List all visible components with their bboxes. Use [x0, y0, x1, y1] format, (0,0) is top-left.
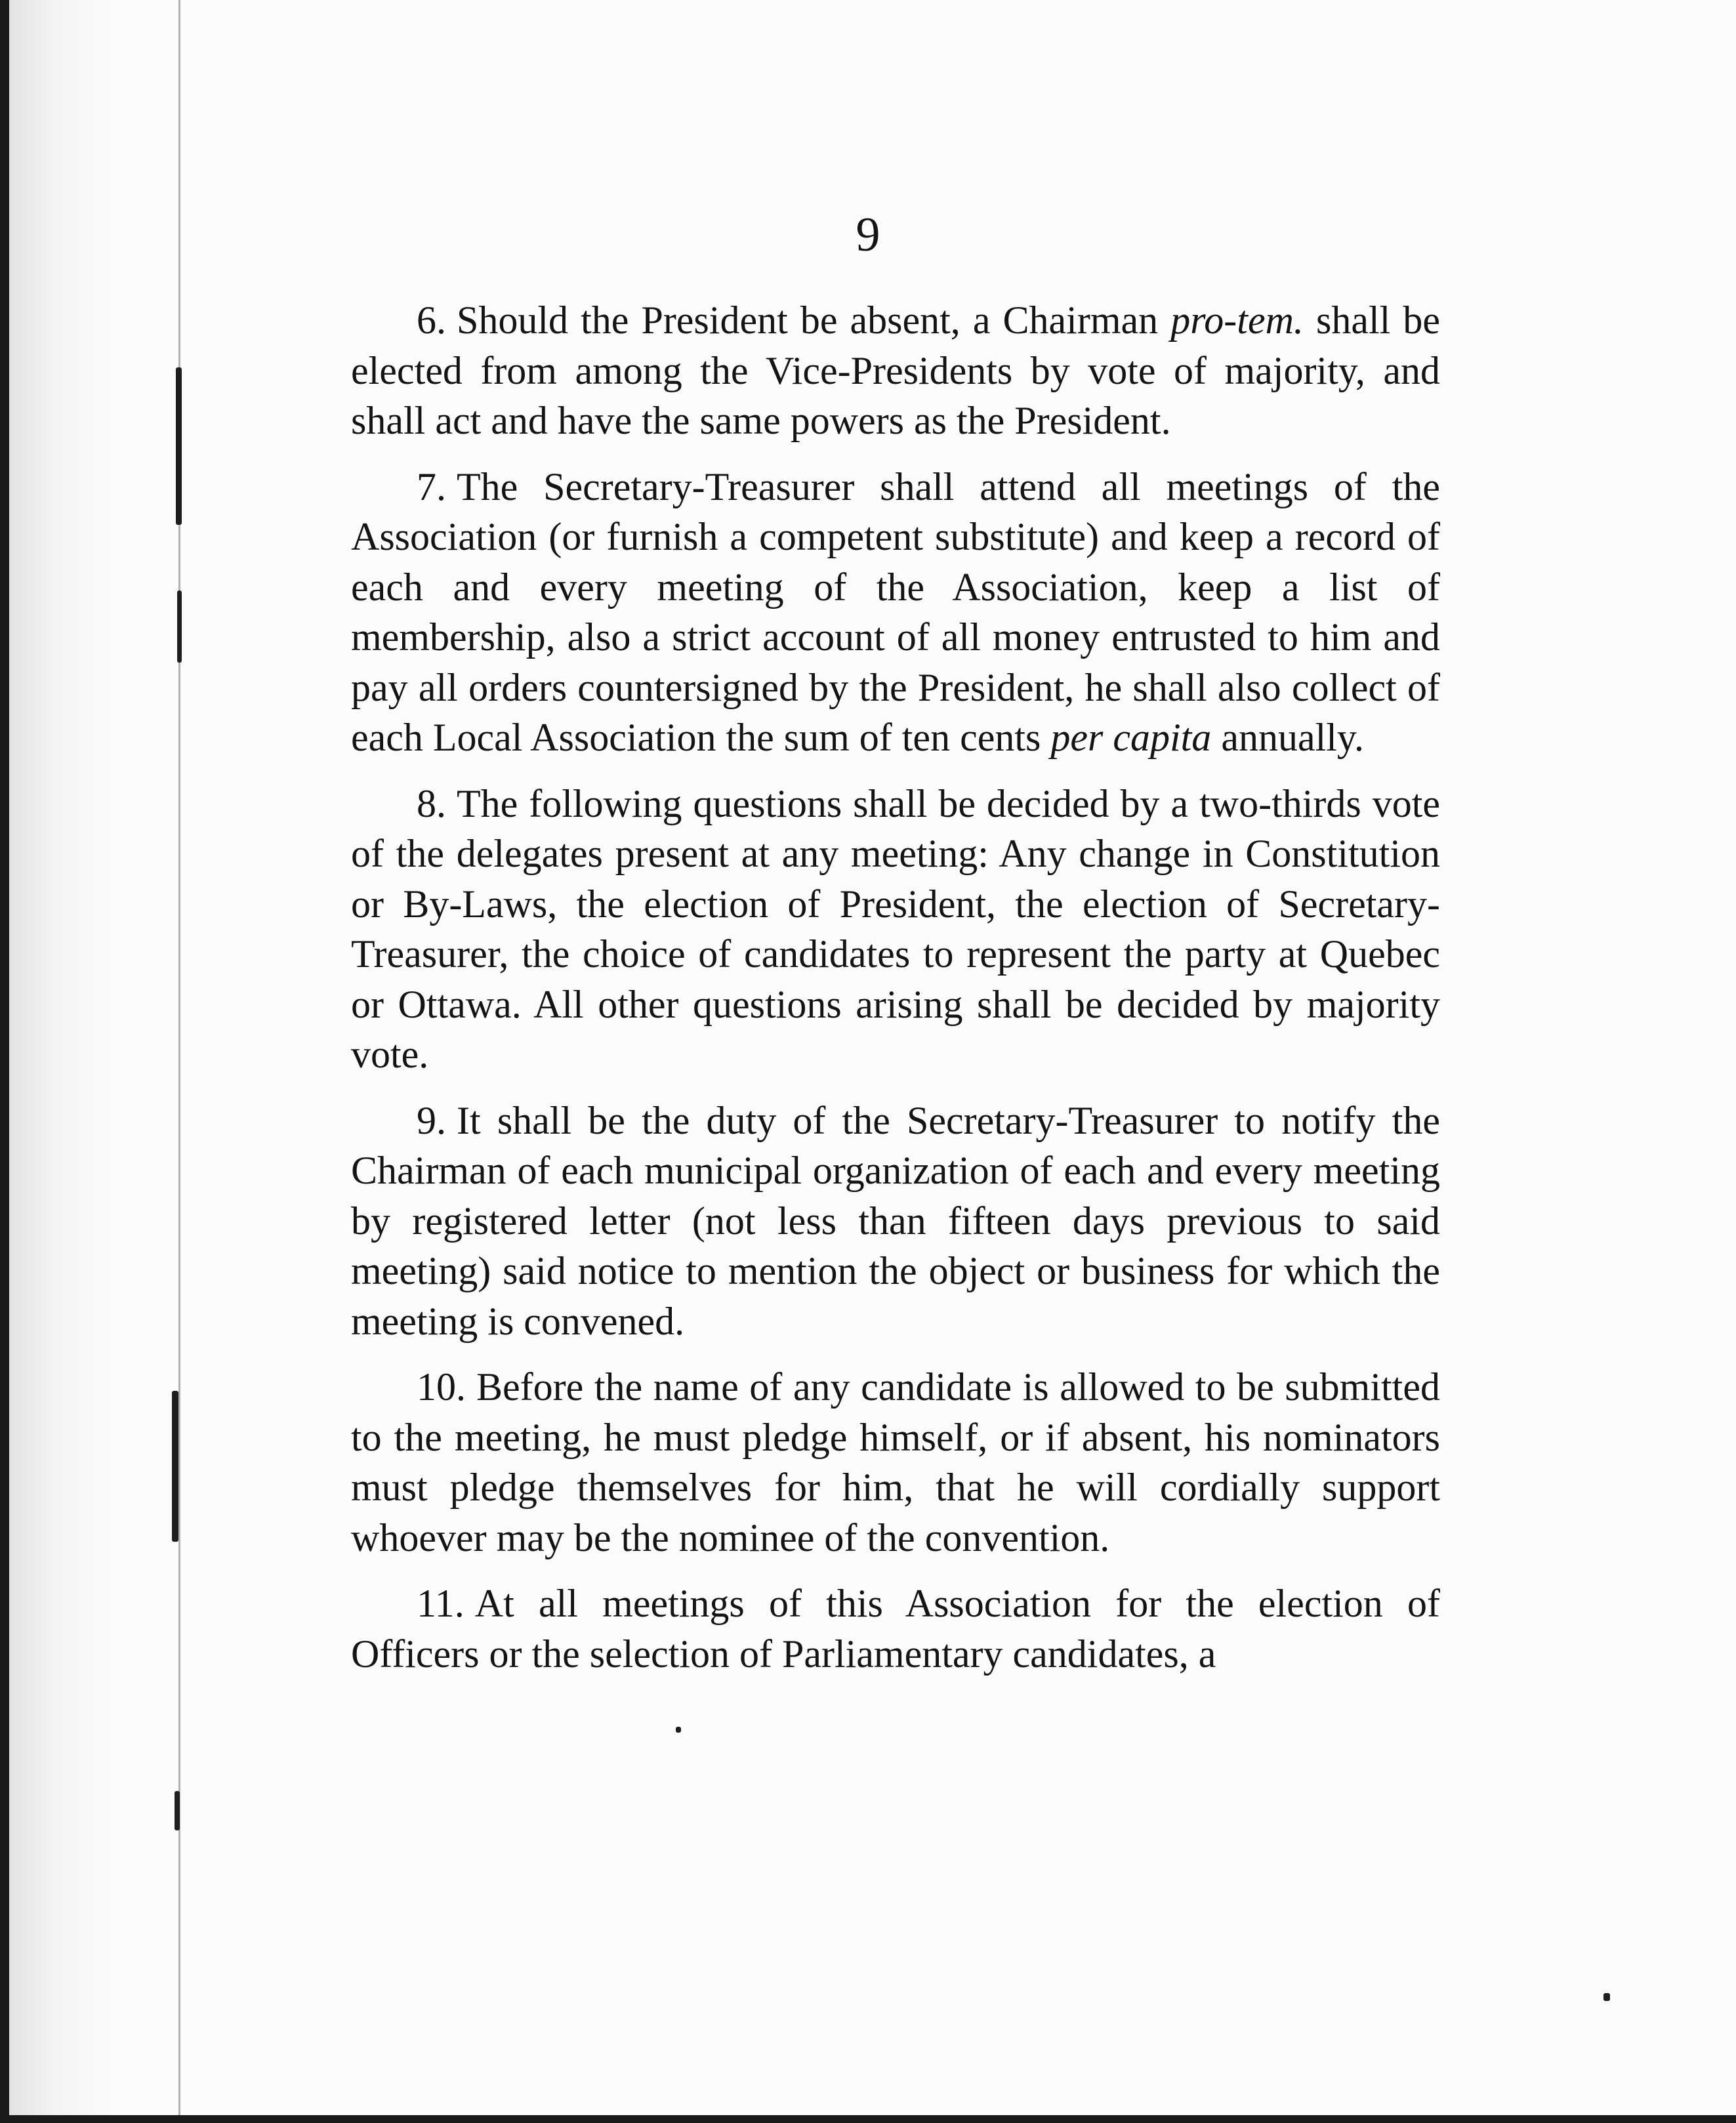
scan-speck: [1603, 1993, 1610, 2001]
scan-speck: [175, 1791, 180, 1830]
clause-9: [351, 1096, 1440, 1347]
clause-11: [351, 1578, 1440, 1679]
body-text: [351, 295, 1440, 1695]
page-number: 9: [856, 208, 880, 262]
binding-edge: [0, 0, 9, 2123]
clause-7: [351, 462, 1440, 763]
clause-number: 6.: [417, 299, 446, 342]
scan-speck: [172, 1391, 178, 1542]
clause-text: At all meetings of this Association for the election of Officers or the selection of Parliamentary candidates, a: [351, 1582, 1440, 1676]
scan-speck: [676, 1727, 681, 1733]
clause-italic-text: per capita: [1050, 716, 1212, 759]
scan-speck: [176, 367, 182, 525]
clause-text: annually.: [1211, 716, 1365, 759]
clause-text: It shall be the duty of the Secretary-Treasurer to notify the Chairman of each municipal organization of each and every meeting by registered letter (not less than fifteen days previous to said meeting) said notice to mention the object or business for which the meeting is convened.: [351, 1098, 1440, 1343]
binding-shadow: [9, 0, 180, 2123]
clause-number: 11.: [417, 1582, 465, 1625]
clause-6: [351, 295, 1440, 446]
clause-number: 10.: [417, 1365, 466, 1409]
clause-10: [351, 1362, 1440, 1563]
clause-number: 7.: [417, 464, 446, 508]
clause-number: 8.: [417, 781, 446, 825]
clause-number: 9.: [417, 1098, 446, 1142]
clause-text: Should the President be absent, a Chairman: [457, 299, 1171, 342]
bottom-edge: [0, 2115, 1736, 2123]
scan-speck: [177, 590, 182, 663]
clause-text: shall be elected from among the Vice-Presidents by vote of majority, and shall act and have the same powers as the President.: [351, 299, 1440, 442]
clause-italic-text: pro-tem.: [1170, 299, 1304, 342]
clause-text: The following questions shall be decided by a two-thirds vote of the delegates present at any meeting: Any change in Constitution or By-Laws, the election of President, the election of Secretary-Treasurer, the choice of candidates to represent the party at Quebec or Ottawa. All other questions arising shall be decided by majority vote.: [351, 781, 1440, 1076]
clause-text: Before the name of any candidate is allowed to be submitted to the meeting, he must pledge himself, or if absent, his nominators must pledge themselves for him, that he will cordially support whoever may be the nominee of the convention.: [351, 1365, 1440, 1559]
clause-text: The Secretary-Treasurer shall attend all meetings of the Association (or furnish a competent substitute) and keep a record of each and every meeting of the Association, keep a list of membership, also a strict account of all money entrusted to him and pay all orders countersigned by the President, he shall also collect of each Local Association the sum of ten cents: [351, 464, 1440, 759]
clause-8: [351, 779, 1440, 1080]
